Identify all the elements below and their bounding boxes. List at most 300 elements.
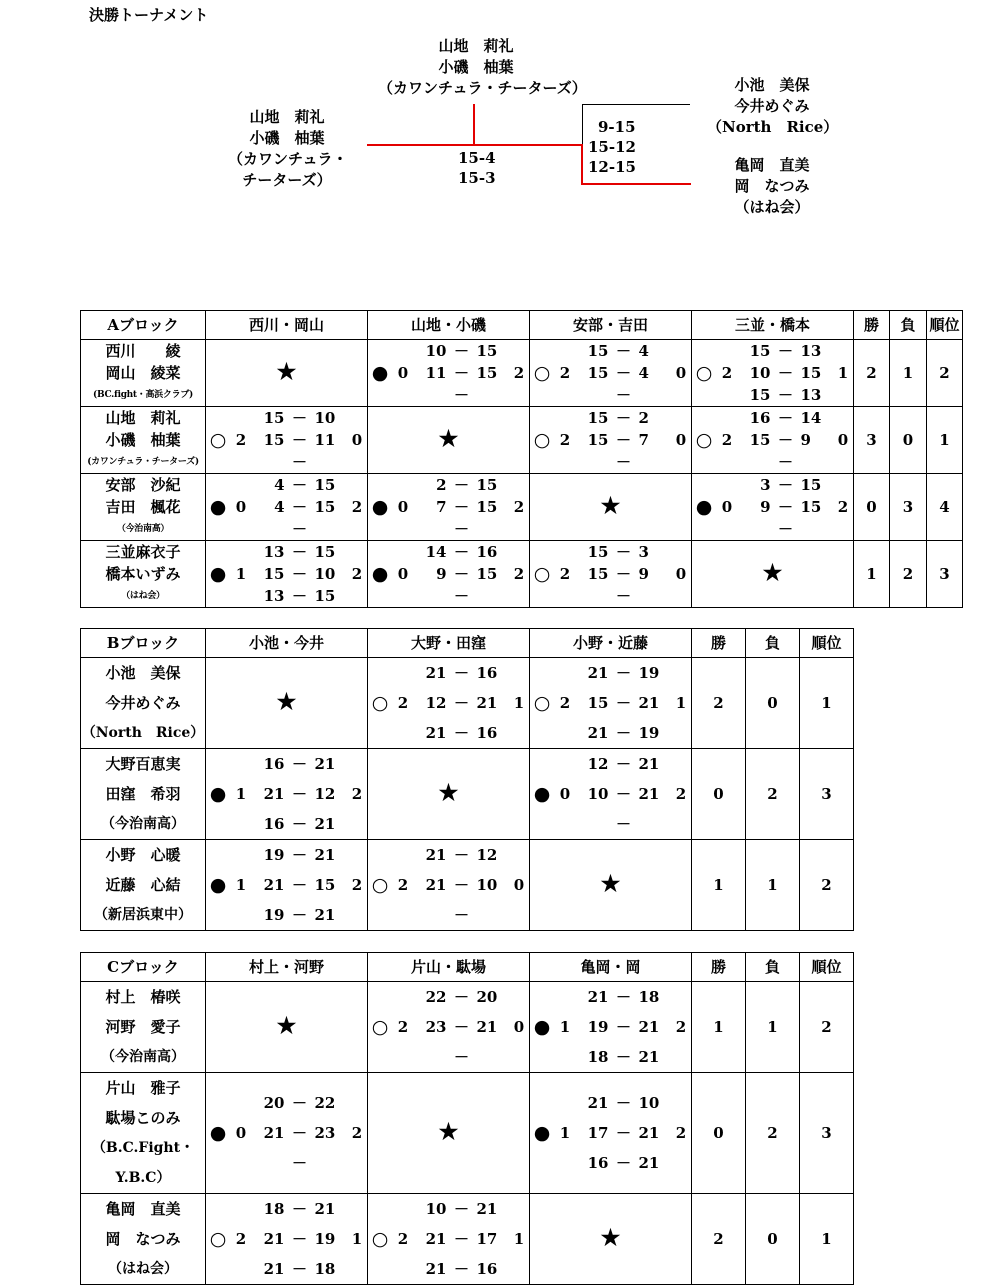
set-score[interactable] (252, 1254, 347, 1284)
match-result[interactable] (368, 474, 529, 540)
score-b[interactable]: 23 (314, 1124, 336, 1142)
score-dash[interactable]: － (291, 1094, 307, 1112)
set-scores[interactable] (738, 407, 833, 473)
table-header[interactable] (81, 311, 963, 340)
score-b[interactable]: 15 (476, 498, 498, 516)
set-score[interactable] (252, 541, 347, 563)
match-result[interactable] (692, 407, 853, 473)
table-row[interactable] (81, 840, 854, 931)
score-b[interactable] (315, 1148, 347, 1178)
set-score[interactable] (252, 429, 347, 451)
score-b[interactable] (639, 585, 671, 607)
loss-count[interactable]: 0 (746, 658, 800, 749)
self-match-cell[interactable] (530, 1194, 692, 1285)
score-a[interactable]: 21 (425, 1260, 447, 1278)
score-b[interactable]: 16 (476, 1260, 498, 1278)
loss-count[interactable]: 2 (746, 749, 800, 840)
player-cell[interactable] (81, 982, 206, 1073)
score-dash[interactable]: － (291, 846, 307, 864)
loss-marker-icon[interactable]: ● (371, 496, 389, 518)
match-result[interactable] (206, 541, 367, 607)
score-b[interactable]: 10 (314, 565, 336, 583)
games-won[interactable]: 0 (397, 364, 409, 382)
games-lost[interactable]: 2 (351, 498, 363, 516)
star-icon[interactable]: ★ (276, 359, 297, 385)
win-marker-icon[interactable]: ○ (371, 1016, 389, 1038)
score-b[interactable]: 21 (314, 815, 336, 833)
score-a[interactable]: 21 (425, 1230, 447, 1248)
score-b[interactable]: 21 (314, 755, 336, 773)
games-won[interactable]: 2 (397, 1018, 409, 1036)
set-score[interactable] (576, 779, 671, 809)
set-score[interactable] (738, 362, 833, 384)
stat-header[interactable]: 勝 (854, 311, 890, 340)
player-cell[interactable] (81, 658, 206, 749)
score-dash[interactable]: － (453, 386, 469, 404)
match-cell[interactable] (530, 1073, 692, 1194)
score-a[interactable]: 19 (263, 906, 285, 924)
match-cell[interactable] (206, 1073, 368, 1194)
games-won[interactable]: 0 (397, 498, 409, 516)
score-dash[interactable]: － (615, 1018, 631, 1036)
player-cell[interactable] (81, 749, 206, 840)
score-b[interactable]: 10 (476, 876, 498, 894)
rank-value[interactable]: 3 (800, 1073, 854, 1194)
star-icon[interactable]: ★ (276, 1013, 297, 1039)
set-scores[interactable] (252, 407, 347, 473)
column-header[interactable]: 安部・吉田 (530, 311, 692, 340)
win-marker-icon[interactable]: ○ (533, 563, 551, 585)
score-dash[interactable]: － (453, 520, 469, 538)
match-cell[interactable] (368, 840, 530, 931)
score-dash[interactable]: － (615, 1094, 631, 1112)
score-a[interactable]: 13 (263, 543, 285, 561)
score-a[interactable]: 21 (425, 846, 447, 864)
win-marker-icon[interactable]: ○ (695, 429, 713, 451)
set-score[interactable] (576, 658, 671, 688)
score-b[interactable]: 21 (476, 1200, 498, 1218)
loss-count[interactable]: 2 (746, 1073, 800, 1194)
score-a[interactable]: 15 (263, 409, 285, 427)
rank-value[interactable]: 2 (800, 982, 854, 1073)
table-row[interactable] (81, 474, 963, 541)
match-cell[interactable] (206, 1194, 368, 1285)
player-cell[interactable] (81, 1194, 206, 1285)
score-dash[interactable]: － (453, 1200, 469, 1218)
score-dash[interactable]: － (291, 1200, 307, 1218)
loss-marker-icon[interactable]: ● (209, 783, 227, 805)
rank-value[interactable]: 2 (800, 840, 854, 931)
score-dash[interactable]: － (453, 906, 469, 924)
games-won[interactable]: 2 (235, 431, 247, 449)
self-match-cell[interactable] (368, 407, 530, 474)
score-b[interactable]: 14 (800, 409, 822, 427)
set-score[interactable] (576, 429, 671, 451)
games-lost[interactable]: 1 (675, 694, 687, 712)
score-a[interactable]: 3 (760, 476, 771, 494)
set-score[interactable] (252, 1194, 347, 1224)
table-row[interactable] (81, 749, 854, 840)
column-header[interactable]: 小池・今井 (206, 629, 368, 658)
score-b[interactable]: 13 (800, 342, 822, 360)
player-name[interactable]: 岡 なつみ (105, 1230, 181, 1248)
set-scores[interactable] (576, 541, 671, 607)
score-dash[interactable]: － (777, 476, 793, 494)
score-dash[interactable]: － (453, 543, 469, 561)
score-dash[interactable]: － (453, 724, 469, 742)
win-marker-icon[interactable]: ○ (533, 692, 551, 714)
player-name[interactable]: 吉田 楓花 (105, 498, 181, 516)
loss-count[interactable]: 0 (890, 407, 927, 474)
score-dash[interactable]: － (615, 694, 631, 712)
match-result[interactable] (530, 340, 691, 406)
set-score[interactable] (414, 1012, 509, 1042)
set-score[interactable] (414, 1194, 509, 1224)
score-b[interactable]: 15 (314, 476, 336, 494)
block-name[interactable]: Aブロック (81, 311, 206, 340)
score-dash[interactable]: － (615, 342, 631, 360)
team-name[interactable]: (カワンチュラ・チーターズ) (87, 457, 199, 467)
games-won[interactable]: 1 (559, 1124, 571, 1142)
match-cell[interactable] (692, 474, 854, 541)
set-score[interactable] (252, 474, 347, 496)
score-dash[interactable]: － (291, 498, 307, 516)
set-score[interactable] (576, 1012, 671, 1042)
player-name[interactable]: 駄場このみ (105, 1109, 181, 1127)
set-score[interactable] (576, 718, 671, 748)
set-score[interactable] (738, 429, 833, 451)
table-row[interactable] (81, 340, 963, 407)
set-score[interactable] (738, 451, 833, 473)
score-dash[interactable]: － (291, 587, 307, 605)
set-score[interactable] (414, 1042, 509, 1072)
score-dash[interactable]: － (291, 1230, 307, 1248)
set-score[interactable] (576, 541, 671, 563)
player-name[interactable]: 西川 綾 (105, 342, 181, 360)
set-score[interactable] (252, 809, 347, 839)
win-count[interactable]: 1 (692, 840, 746, 931)
score-b[interactable]: 15 (476, 342, 498, 360)
score-a[interactable]: 9 (760, 498, 771, 516)
score-dash[interactable]: － (777, 364, 793, 382)
win-marker-icon[interactable]: ○ (533, 362, 551, 384)
score-b[interactable] (315, 451, 347, 473)
match-result[interactable] (692, 474, 853, 540)
score-b[interactable] (477, 518, 509, 540)
match-result[interactable] (368, 340, 529, 406)
column-header[interactable]: 三並・橋本 (692, 311, 854, 340)
score-dash[interactable]: － (453, 1230, 469, 1248)
set-score[interactable] (414, 340, 509, 362)
score-b[interactable]: 19 (638, 724, 660, 742)
score-b[interactable]: 21 (314, 846, 336, 864)
match-result[interactable] (368, 658, 529, 748)
set-score[interactable] (252, 1118, 347, 1148)
star-icon[interactable]: ★ (600, 871, 621, 897)
table-header[interactable] (81, 629, 854, 658)
set-score[interactable] (414, 982, 509, 1012)
set-score[interactable] (252, 407, 347, 429)
games-lost[interactable]: 1 (513, 1230, 525, 1248)
games-lost[interactable]: 0 (675, 364, 687, 382)
match-result[interactable] (368, 541, 529, 607)
score-a[interactable]: 14 (425, 543, 447, 561)
column-header[interactable]: 小野・近藤 (530, 629, 692, 658)
set-score[interactable] (576, 585, 671, 607)
set-score[interactable] (414, 870, 509, 900)
games-lost[interactable]: 2 (351, 1124, 363, 1142)
score-a[interactable] (577, 451, 609, 473)
set-score[interactable] (252, 900, 347, 930)
score-b[interactable]: 21 (476, 694, 498, 712)
win-count[interactable]: 2 (692, 1194, 746, 1285)
score-b[interactable]: 4 (638, 364, 649, 382)
set-scores[interactable] (252, 840, 347, 930)
player-name[interactable]: 河野 愛子 (105, 1018, 181, 1036)
set-score[interactable] (576, 982, 671, 1012)
match-result[interactable] (206, 840, 367, 930)
score-a[interactable]: 15 (263, 431, 285, 449)
score-dash[interactable]: － (291, 906, 307, 924)
self-match-cell[interactable] (692, 541, 854, 608)
set-score[interactable] (252, 451, 347, 473)
score-dash[interactable]: － (777, 520, 793, 538)
set-score[interactable] (414, 384, 509, 406)
set-score[interactable] (252, 1088, 347, 1118)
score-dash[interactable]: － (453, 664, 469, 682)
games-won[interactable]: 2 (559, 364, 571, 382)
games-lost[interactable]: 2 (675, 1018, 687, 1036)
star-icon[interactable]: ★ (438, 426, 459, 452)
score-a[interactable]: 15 (749, 342, 771, 360)
score-b[interactable]: 15 (476, 364, 498, 382)
set-score[interactable] (252, 563, 347, 585)
set-score[interactable] (414, 900, 509, 930)
score-a[interactable]: 16 (263, 755, 285, 773)
score-a[interactable]: 23 (425, 1018, 447, 1036)
games-won[interactable]: 2 (559, 431, 571, 449)
player-name[interactable]: 橋本いずみ (105, 565, 181, 583)
score-dash[interactable]: － (615, 815, 631, 833)
score-dash[interactable]: － (453, 846, 469, 864)
score-dash[interactable]: － (453, 694, 469, 712)
games-lost[interactable]: 2 (351, 565, 363, 583)
score-a[interactable]: 21 (587, 1094, 609, 1112)
score-b[interactable]: 7 (638, 431, 649, 449)
set-score[interactable] (414, 541, 509, 563)
player-cell[interactable] (81, 1073, 206, 1194)
score-a[interactable] (253, 1148, 285, 1178)
win-marker-icon[interactable]: ○ (371, 874, 389, 896)
stat-header[interactable]: 負 (890, 311, 927, 340)
set-score[interactable] (738, 340, 833, 362)
games-won[interactable]: 0 (721, 498, 733, 516)
set-score[interactable] (414, 518, 509, 540)
score-b[interactable] (477, 384, 509, 406)
set-scores[interactable] (414, 474, 509, 540)
score-a[interactable]: 17 (587, 1124, 609, 1142)
set-scores[interactable] (738, 340, 833, 406)
player-cell[interactable] (81, 407, 206, 474)
score-dash[interactable]: － (615, 1154, 631, 1172)
games-lost[interactable]: 0 (513, 876, 525, 894)
games-lost[interactable]: 2 (351, 785, 363, 803)
set-score[interactable] (414, 688, 509, 718)
score-dash[interactable]: － (291, 815, 307, 833)
win-marker-icon[interactable]: ○ (209, 1228, 227, 1250)
score-dash[interactable]: － (777, 498, 793, 516)
set-scores[interactable] (414, 340, 509, 406)
score-b[interactable] (639, 384, 671, 406)
score-b[interactable]: 18 (638, 988, 660, 1006)
score-b[interactable]: 9 (638, 565, 649, 583)
set-score[interactable] (738, 518, 833, 540)
win-count[interactable]: 2 (854, 340, 890, 407)
table-row[interactable] (81, 982, 854, 1073)
score-a[interactable]: 15 (587, 431, 609, 449)
score-a[interactable] (577, 809, 609, 839)
score-b[interactable] (801, 451, 833, 473)
loss-marker-icon[interactable]: ● (209, 496, 227, 518)
stat-header[interactable]: 順位 (800, 629, 854, 658)
column-header[interactable]: 片山・駄場 (368, 953, 530, 982)
score-dash[interactable]: － (615, 724, 631, 742)
score-b[interactable]: 16 (476, 724, 498, 742)
player-name[interactable]: 岡山 綾菜 (105, 364, 181, 382)
player-name[interactable]: 今井めぐみ (105, 694, 181, 712)
stat-header[interactable]: 勝 (692, 953, 746, 982)
score-a[interactable]: 19 (263, 846, 285, 864)
score-a[interactable]: 21 (587, 664, 609, 682)
games-won[interactable]: 0 (559, 785, 571, 803)
score-a[interactable] (415, 585, 447, 607)
loss-count[interactable]: 0 (746, 1194, 800, 1285)
score-dash[interactable]: － (291, 476, 307, 494)
match-cell[interactable] (206, 474, 368, 541)
set-score[interactable] (414, 1254, 509, 1284)
score-b[interactable]: 15 (476, 565, 498, 583)
score-a[interactable]: 15 (749, 431, 771, 449)
set-score[interactable] (414, 1224, 509, 1254)
set-score[interactable] (576, 1042, 671, 1072)
score-b[interactable]: 4 (638, 342, 649, 360)
score-a[interactable]: 9 (436, 565, 447, 583)
score-dash[interactable]: － (291, 543, 307, 561)
score-b[interactable]: 19 (638, 664, 660, 682)
games-lost[interactable]: 2 (351, 876, 363, 894)
set-scores[interactable] (738, 474, 833, 540)
set-score[interactable] (576, 1148, 671, 1178)
match-result[interactable] (206, 1194, 367, 1284)
loss-marker-icon[interactable]: ● (209, 1122, 227, 1144)
team-name[interactable]: （今治南高） (101, 1049, 185, 1065)
match-cell[interactable] (368, 982, 530, 1073)
games-lost[interactable]: 0 (351, 431, 363, 449)
score-dash[interactable]: － (453, 498, 469, 516)
win-marker-icon[interactable]: ○ (533, 429, 551, 451)
stat-header[interactable]: 順位 (927, 311, 963, 340)
score-dash[interactable]: － (453, 565, 469, 583)
set-score[interactable] (576, 384, 671, 406)
set-score[interactable] (252, 1224, 347, 1254)
set-score[interactable] (738, 384, 833, 406)
team-name[interactable]: （はね会） (108, 1261, 178, 1277)
score-b[interactable]: 21 (476, 1018, 498, 1036)
win-count[interactable]: 0 (692, 749, 746, 840)
player-name[interactable]: 片山 雅子 (105, 1079, 181, 1097)
score-dash[interactable]: － (291, 1124, 307, 1142)
score-a[interactable]: 15 (587, 364, 609, 382)
set-score[interactable] (576, 688, 671, 718)
set-score[interactable] (414, 840, 509, 870)
score-a[interactable]: 21 (263, 1230, 285, 1248)
score-b[interactable]: 21 (314, 906, 336, 924)
win-marker-icon[interactable]: ○ (371, 692, 389, 714)
set-score[interactable] (414, 658, 509, 688)
set-score[interactable] (252, 518, 347, 540)
loss-count[interactable]: 1 (890, 340, 927, 407)
star-icon[interactable]: ★ (600, 1225, 621, 1251)
score-dash[interactable]: － (291, 431, 307, 449)
score-b[interactable]: 22 (314, 1094, 336, 1112)
games-won[interactable]: 2 (397, 694, 409, 712)
match-cell[interactable] (530, 982, 692, 1073)
score-a[interactable]: 22 (425, 988, 447, 1006)
set-score[interactable] (576, 749, 671, 779)
score-b[interactable]: 9 (800, 431, 811, 449)
stat-header[interactable]: 順位 (800, 953, 854, 982)
score-b[interactable]: 21 (638, 1124, 660, 1142)
score-dash[interactable]: － (615, 1124, 631, 1142)
score-b[interactable] (639, 809, 671, 839)
match-result[interactable] (530, 407, 691, 473)
score-b[interactable]: 12 (314, 785, 336, 803)
column-header[interactable]: 村上・河野 (206, 953, 368, 982)
loss-count[interactable]: 1 (746, 840, 800, 931)
score-dash[interactable]: － (291, 520, 307, 538)
match-cell[interactable] (368, 474, 530, 541)
match-cell[interactable] (530, 749, 692, 840)
score-a[interactable] (577, 384, 609, 406)
score-a[interactable] (577, 585, 609, 607)
score-b[interactable]: 16 (476, 543, 498, 561)
star-icon[interactable]: ★ (762, 560, 783, 586)
score-dash[interactable]: － (453, 1260, 469, 1278)
games-won[interactable]: 1 (559, 1018, 571, 1036)
score-a[interactable] (739, 451, 771, 473)
set-score[interactable] (252, 779, 347, 809)
loss-marker-icon[interactable]: ● (695, 496, 713, 518)
score-a[interactable]: 2 (436, 476, 447, 494)
score-b[interactable]: 15 (800, 476, 822, 494)
score-b[interactable]: 16 (476, 664, 498, 682)
score-b[interactable]: 19 (314, 1230, 336, 1248)
win-count[interactable]: 0 (854, 474, 890, 541)
set-score[interactable] (576, 809, 671, 839)
score-dash[interactable]: － (777, 342, 793, 360)
score-a[interactable]: 12 (425, 694, 447, 712)
win-marker-icon[interactable]: ○ (371, 1228, 389, 1250)
score-b[interactable]: 18 (314, 1260, 336, 1278)
match-cell[interactable] (530, 658, 692, 749)
score-dash[interactable]: － (615, 431, 631, 449)
match-result[interactable] (530, 658, 691, 748)
score-dash[interactable]: － (615, 453, 631, 471)
team-name[interactable]: （新居浜東中） (94, 907, 192, 923)
match-result[interactable] (368, 840, 529, 930)
match-cell[interactable] (368, 658, 530, 749)
score-b[interactable]: 2 (638, 409, 649, 427)
